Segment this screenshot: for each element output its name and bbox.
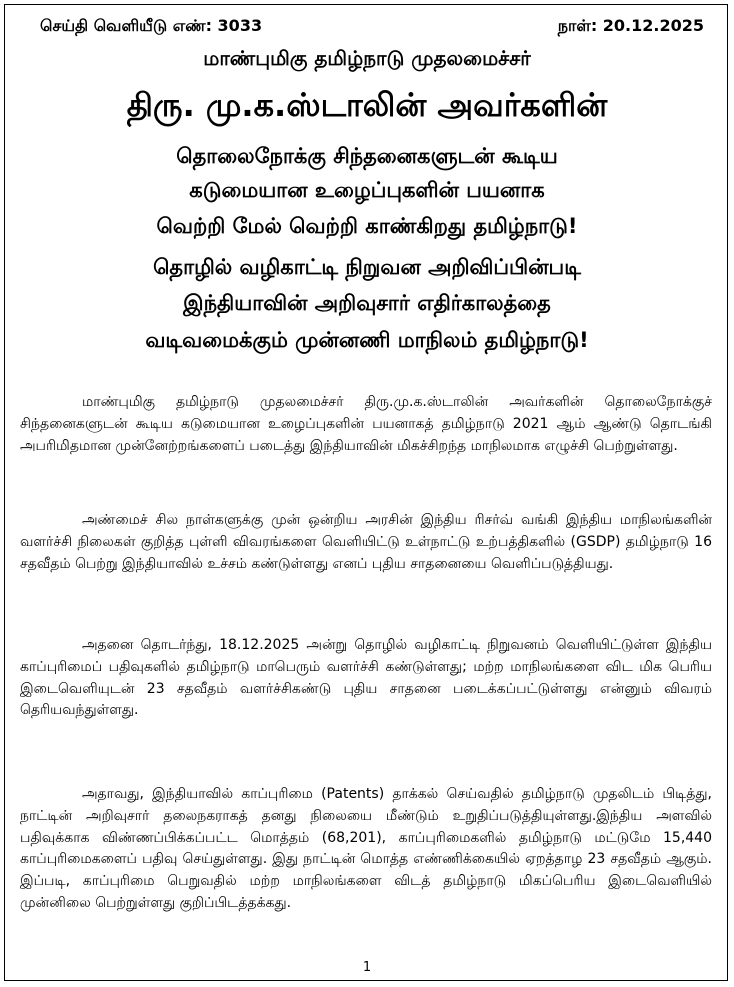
headline-line-7: இந்தியாவின் அறிவுசார் எதிர்காலத்தை <box>183 291 551 315</box>
release-number: செய்தி வெளியீடு எண்: 3033 <box>40 15 263 35</box>
body-paragraph-2: அண்மைச் சில நாள்களுக்கு முன் ஒன்றிய அரசின் இந்திய ரிசர்வ் வங்கி இந்திய மாநிலங்களின் வளர்ச்சி நிலைகள் குறித்த புள்ளி விவரங்களை வெளியிட்டு உள்நாட்டு உற்பத்திகளில் (GSDP) தமிழ்நாடு 16 சதவீதம் பெற்று இந்தியாவில் உச்சம் கண்டுள்ளது எனப் புதிய சாதனையை வெளிப்படுத்தியது. <box>20 512 712 572</box>
headline-line-1: மாண்புமிகு தமிழ்நாடு முதலமைச்சர் <box>203 46 531 70</box>
body-paragraph-3: அதனை தொடர்ந்து, 18.12.2025 அன்று தொழில் வழிகாட்டி நிறுவனம் வெளியிட்டுள்ள இந்திய காப்புரிமைப் பதிவுகளில் தமிழ்நாடு மாபெரும் வளர்ச்சி கண்டுள்ளது; மற்ற மாநிலங்களை விட மிக பெரிய இடைவெளியுடன் 23 சதவீதம் வளர்ச்சிகண்டு புதிய சாதனை படைக்கப்பட்டுள்ளது என்னும் விவரம் தெரியவந்துள்ளது. <box>20 637 712 719</box>
headline-line-3: தொலைநோக்கு சிந்தனைகளுடன் கூடிய <box>176 144 558 168</box>
headline-chief-minister-name: திரு. மு.க.ஸ்டாலின் அவர்களின் <box>126 86 608 124</box>
headline-line-5: வெற்றி மேல் வெற்றி காண்கிறது தமிழ்நாடு! <box>156 214 578 238</box>
headline-line-8: வடிவமைக்கும் முன்னணி மாநிலம் தமிழ்நாடு! <box>145 328 589 352</box>
body-paragraph-4: அதாவது, இந்தியாவில் காப்புரிமை (Patents) தாக்கல் செய்வதில் தமிழ்நாடு முதலிடம் பிடித்து, நாட்டின் அறிவுசார் தலைநகராகத் தனது நிலையை மீண்டும் உறுதிப்படுத்தியுள்ளது.இந்திய அளவில் பதிவுக்காக விண்ணப்பிக்கப்பட்ட மொத்தம் (68,201), காப்புரிமைகளில் தமிழ்நாடு மட்டுமே 15,440 காப்புரிமைகளைப் பதிவு செய்துள்ளது. இது நாட்டின் மொத்த எண்ணிக்கையில் ஏறத்தாழ 23 சதவீதம் ஆகும். இப்படி, காப்புரிமை பெறுவதில் மற்ற மாநிலங்களை விடத் தமிழ்நாடு மிகப்பெரிய இடைவெளியில் முன்னிலை பெற்றுள்ளது குறிப்பிடத்தக்கது. <box>20 786 712 911</box>
release-date: நாள்: 20.12.2025 <box>557 15 704 35</box>
body-paragraph-1: மாண்புமிகு தமிழ்நாடு முதலமைச்சர் திரு.மு.க.ஸ்டாலின் அவர்களின் தொலைநோக்குச் சிந்தனைகளுடன் கூடிய கடுமையான உழைப்புகளின் பயனாகத் தமிழ்நாடு 2021 ஆம் ஆண்டு தொடங்கி அபரிமிதமான முன்னேற்றங்களைப் படைத்து இந்தியாவின் மிகச்சிறந்த மாநிலமாக எழுச்சி பெற்றுள்ளது. <box>20 394 712 454</box>
press-release-header <box>40 14 704 38</box>
page-number: 1 <box>362 960 372 975</box>
headline-line-6: தொழில் வழிகாட்டி நிறுவன அறிவிப்பின்படி <box>153 255 581 279</box>
headline-line-4: கடுமையான உழைப்புகளின் பயனாக <box>189 178 545 202</box>
